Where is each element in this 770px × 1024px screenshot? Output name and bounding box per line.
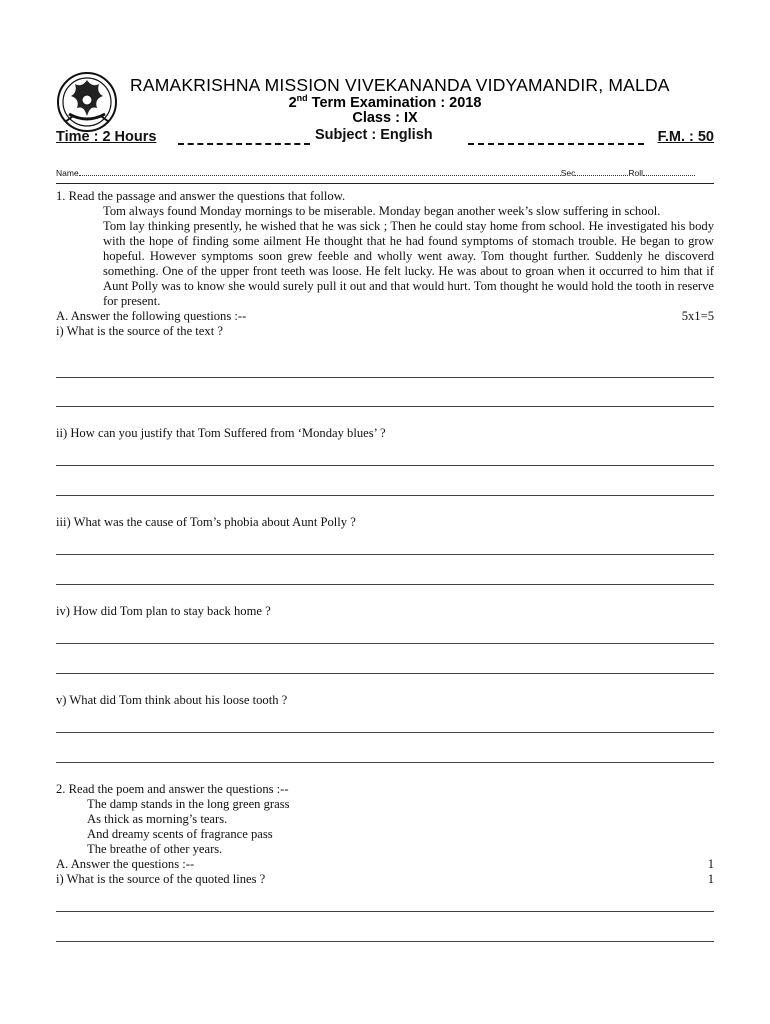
q1-question-ii: ii) How can you justify that Tom Suffered from ‘Monday blues’ ? (56, 426, 386, 440)
answer-line[interactable] (56, 465, 714, 466)
header-rule (56, 183, 714, 184)
exam-ordinal-suffix: nd (296, 93, 308, 103)
time-label: Time : 2 Hours (56, 129, 157, 145)
q1-question-v: v) What did Tom think about his loose tooth ? (56, 693, 288, 707)
answer-line[interactable] (56, 554, 714, 555)
q2-question-i-row (56, 872, 714, 887)
header-dash-right (468, 143, 644, 145)
exam-ordinal: 2 (288, 94, 297, 111)
full-marks-label: F.M. : 50 (657, 129, 714, 145)
answer-line[interactable] (56, 911, 714, 912)
q2-question-i-marks: 1 (707, 872, 714, 886)
school-name: RAMAKRISHNA MISSION VIVEKANANDA VIDYAMANDIR, MALDA (130, 75, 670, 95)
question-1 (56, 189, 714, 339)
q2-question-i: i) What is the source of the quoted lines ? (56, 872, 266, 886)
poem-line: As thick as morning’s tears. (87, 812, 228, 826)
answer-line[interactable] (56, 643, 714, 644)
q1-passage-para-2: Tom lay thinking presently, he wished that he was sick ; Then he could stay home from school. He investigated his body with the hope of finding some ailment He thought that he had found symptoms of stomach trouble. He began to grow hopeful. However symptoms soon grew feeble and wholly went away. Tom thought further. Suddenly he discoverd something. One of the upper front teeth was loose. He felt lucky. He was about to groan when it occurred to him that if Aunt Polly was to know she would surely pull it out and that would hurt. Tom thought he would hold the tooth in reserve for present. (103, 219, 714, 308)
name-label: Name (56, 168, 79, 178)
answer-line[interactable] (56, 941, 714, 942)
q2-part-a-marks: 1 (707, 857, 714, 871)
student-fields (56, 167, 714, 178)
sec-field[interactable] (575, 167, 628, 176)
q1-passage-para-1: Tom always found Monday mornings to be miserable. Monday began another week’s slow suffering in school. (103, 204, 661, 218)
roll-label: Roll (628, 168, 643, 178)
poem-line: And dreamy scents of fragrance pass (87, 827, 273, 841)
q1-part-a (56, 309, 714, 324)
q2-instruction: 2. Read the poem and answer the questions :-- (56, 782, 289, 796)
answer-line[interactable] (56, 732, 714, 733)
poem-line: The breathe of other years. (87, 842, 223, 856)
class-label: Class : IX (352, 110, 418, 126)
header-dash-left (178, 143, 310, 145)
answer-line[interactable] (56, 495, 714, 496)
q1-part-a-instruction: A. Answer the following questions :-- (56, 309, 247, 323)
q1-part-a-marks: 5x1=5 (681, 309, 714, 323)
exam-title (0, 93, 770, 111)
q1-instruction: 1. Read the passage and answer the questions that follow. (56, 189, 346, 203)
answer-line[interactable] (56, 377, 714, 378)
exam-title-rest: Term Examination : 2018 (307, 94, 482, 111)
question-2 (56, 782, 714, 887)
q1-question-iv: iv) How did Tom plan to stay back home ? (56, 604, 271, 618)
answer-line[interactable] (56, 673, 714, 674)
time-subject-marks-line (56, 127, 714, 149)
answer-line[interactable] (56, 762, 714, 763)
q2-part-a-instruction: A. Answer the questions :-- (56, 857, 195, 871)
q2-part-a (56, 857, 714, 872)
sec-label: Sec (560, 168, 576, 178)
answer-line[interactable] (56, 584, 714, 585)
subject-label: Subject : English (315, 127, 433, 143)
q1-question-iii: iii) What was the cause of Tom’s phobia about Aunt Polly ? (56, 515, 356, 529)
roll-field[interactable] (643, 167, 695, 176)
q1-question-i: i) What is the source of the text ? (56, 324, 223, 338)
answer-line[interactable] (56, 406, 714, 407)
name-field[interactable] (79, 167, 561, 176)
poem-line: The damp stands in the long green grass (87, 797, 290, 811)
